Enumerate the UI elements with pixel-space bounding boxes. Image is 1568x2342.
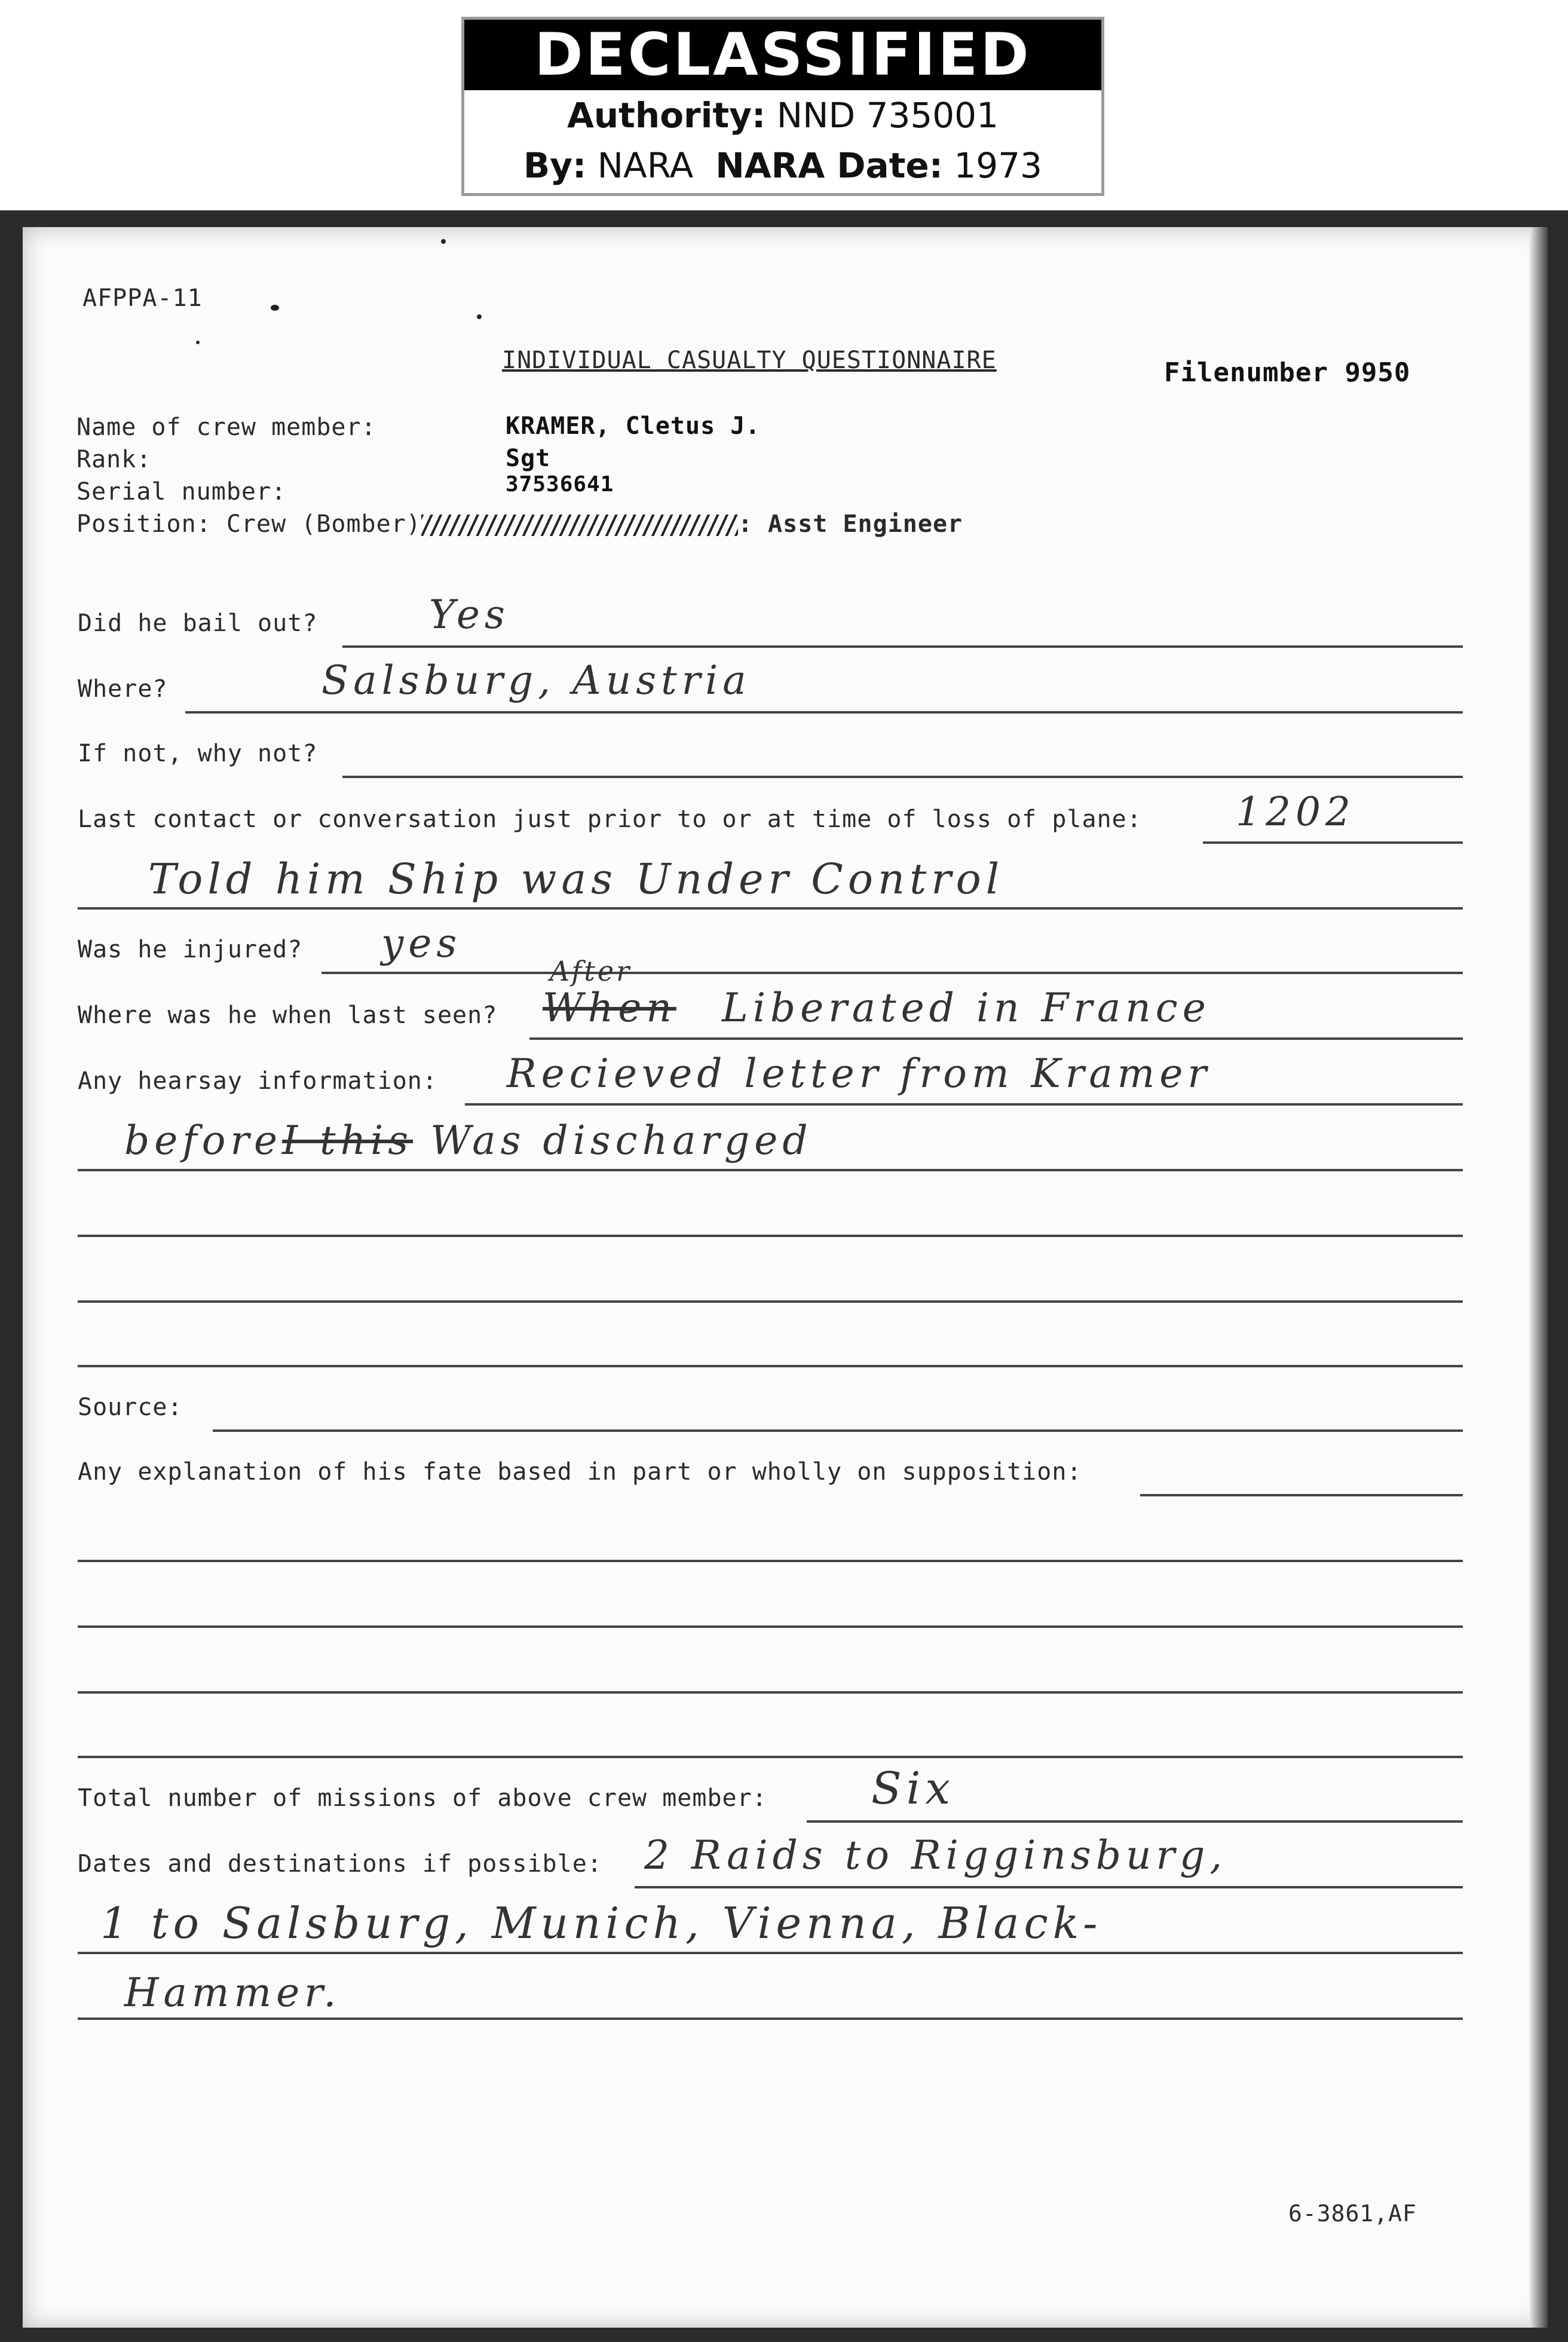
dates-rule — [635, 1886, 1463, 1888]
questionnaire-sheet — [23, 227, 1548, 2328]
stamp-by-date — [464, 140, 1101, 191]
injured-value: yes — [381, 920, 462, 966]
whynot-label: If not, why not? — [78, 740, 318, 767]
contact-rule-2 — [78, 907, 1463, 910]
rank-label: Rank: — [76, 446, 152, 473]
missions-label: Total number of missions of above crew member: — [78, 1784, 767, 1812]
where-value: Salsburg, Austria — [321, 657, 751, 703]
stamp-by-label: By: — [523, 145, 587, 186]
blank-rule — [78, 1756, 1463, 1758]
stamp-by-value: NARA — [597, 145, 694, 186]
bail-rule — [342, 645, 1463, 648]
hearsay-label: Any hearsay information: — [78, 1067, 437, 1095]
contact-rule — [1203, 841, 1463, 844]
missions-rule — [807, 1820, 1463, 1823]
blank-rule — [78, 1560, 1463, 1562]
lastseen-label: Where was he when last seen? — [78, 1002, 498, 1029]
explanation-rule — [1140, 1494, 1463, 1496]
blank-rule — [78, 1625, 1463, 1628]
hearsay-rule — [465, 1103, 1463, 1106]
struck-out-positions — [421, 515, 738, 536]
dates-rule-2 — [78, 1952, 1463, 1954]
dates-value: 2 Raids to Rigginsburg, — [644, 1832, 1227, 1878]
stamp-authority-value: NND 735001 — [776, 95, 999, 136]
scan-speck — [196, 341, 200, 344]
scan-speck — [477, 314, 482, 319]
contact-line2: Told him Ship was Under Control — [148, 855, 1004, 904]
explanation-label: Any explanation of his fate based in part or wholly on supposition: — [78, 1458, 1082, 1486]
where-label: Where? — [78, 675, 168, 703]
dates-line2: 1 to Salsburg, Munich, Vienna, Black- — [100, 1898, 1102, 1948]
source-label: Source: — [78, 1394, 183, 1421]
serial-value: 37536641 — [506, 472, 614, 497]
stamp-title: DECLASSIFIED — [464, 20, 1101, 90]
hearsay-rule-2 — [78, 1169, 1463, 1171]
stamp-authority — [464, 90, 1101, 140]
lastseen-rule — [529, 1037, 1463, 1040]
hearsay-line2-b: Was discharged — [430, 1118, 813, 1164]
serial-label: Serial number: — [76, 478, 287, 506]
form-code: AFPPA-11 — [82, 284, 203, 312]
rank-value: Sgt — [506, 445, 551, 472]
name-value: KRAMER, Cletus J. — [506, 412, 761, 440]
position-label: Position: Crew (Bomber) — [76, 510, 421, 538]
name-label: Name of crew member: — [76, 414, 376, 441]
lastseen-inserted: After — [550, 955, 632, 987]
position-line — [76, 510, 963, 538]
stamp-date-label: NARA Date: — [715, 145, 943, 186]
whynot-rule — [342, 776, 1463, 778]
hearsay-value: Recieved letter from Kramer — [507, 1051, 1211, 1097]
injured-rule — [321, 972, 1463, 974]
where-rule — [185, 711, 1463, 714]
form-title: INDIVIDUAL CASUALTY QUESTIONNAIRE — [502, 347, 997, 374]
stamp-authority-label: Authority: — [567, 95, 766, 136]
blank-rule — [78, 1691, 1463, 1694]
missions-value: Six — [871, 1763, 956, 1814]
footer-code: 6-3861,AF — [1288, 2200, 1417, 2227]
injured-label: Was he injured? — [78, 936, 303, 963]
hearsay-line2-struck: I this — [282, 1118, 414, 1164]
hearsay-line2-a: before — [124, 1118, 283, 1164]
scan-speck — [441, 239, 446, 244]
stamp-date-value: 1973 — [954, 145, 1042, 186]
dates-line3: Hammer. — [124, 1970, 341, 2016]
contact-value: 1202 — [1236, 789, 1355, 835]
scanned-page — [0, 210, 1568, 2342]
dates-rule-3 — [78, 2018, 1463, 2020]
blank-rule — [78, 1365, 1463, 1367]
contact-label: Last contact or conversation just prior to or at time of loss of plane: — [78, 806, 1142, 833]
hearsay-line2 — [124, 1118, 813, 1164]
source-rule — [213, 1429, 1463, 1432]
lastseen-value: Liberated in France — [722, 985, 1211, 1031]
declassified-stamp — [461, 17, 1104, 196]
sheet-edge — [1530, 227, 1548, 2328]
dates-label: Dates and destinations if possible: — [78, 1850, 602, 1878]
position-value: : Asst Engineer — [737, 510, 963, 538]
bail-label: Did he bail out? — [78, 610, 318, 637]
file-number: Filenumber 9950 — [1164, 357, 1411, 388]
bail-value: Yes — [429, 592, 510, 638]
scan-speck — [271, 305, 279, 311]
blank-rule — [78, 1300, 1463, 1303]
lastseen-struck: When — [543, 985, 676, 1031]
blank-rule — [78, 1235, 1463, 1237]
